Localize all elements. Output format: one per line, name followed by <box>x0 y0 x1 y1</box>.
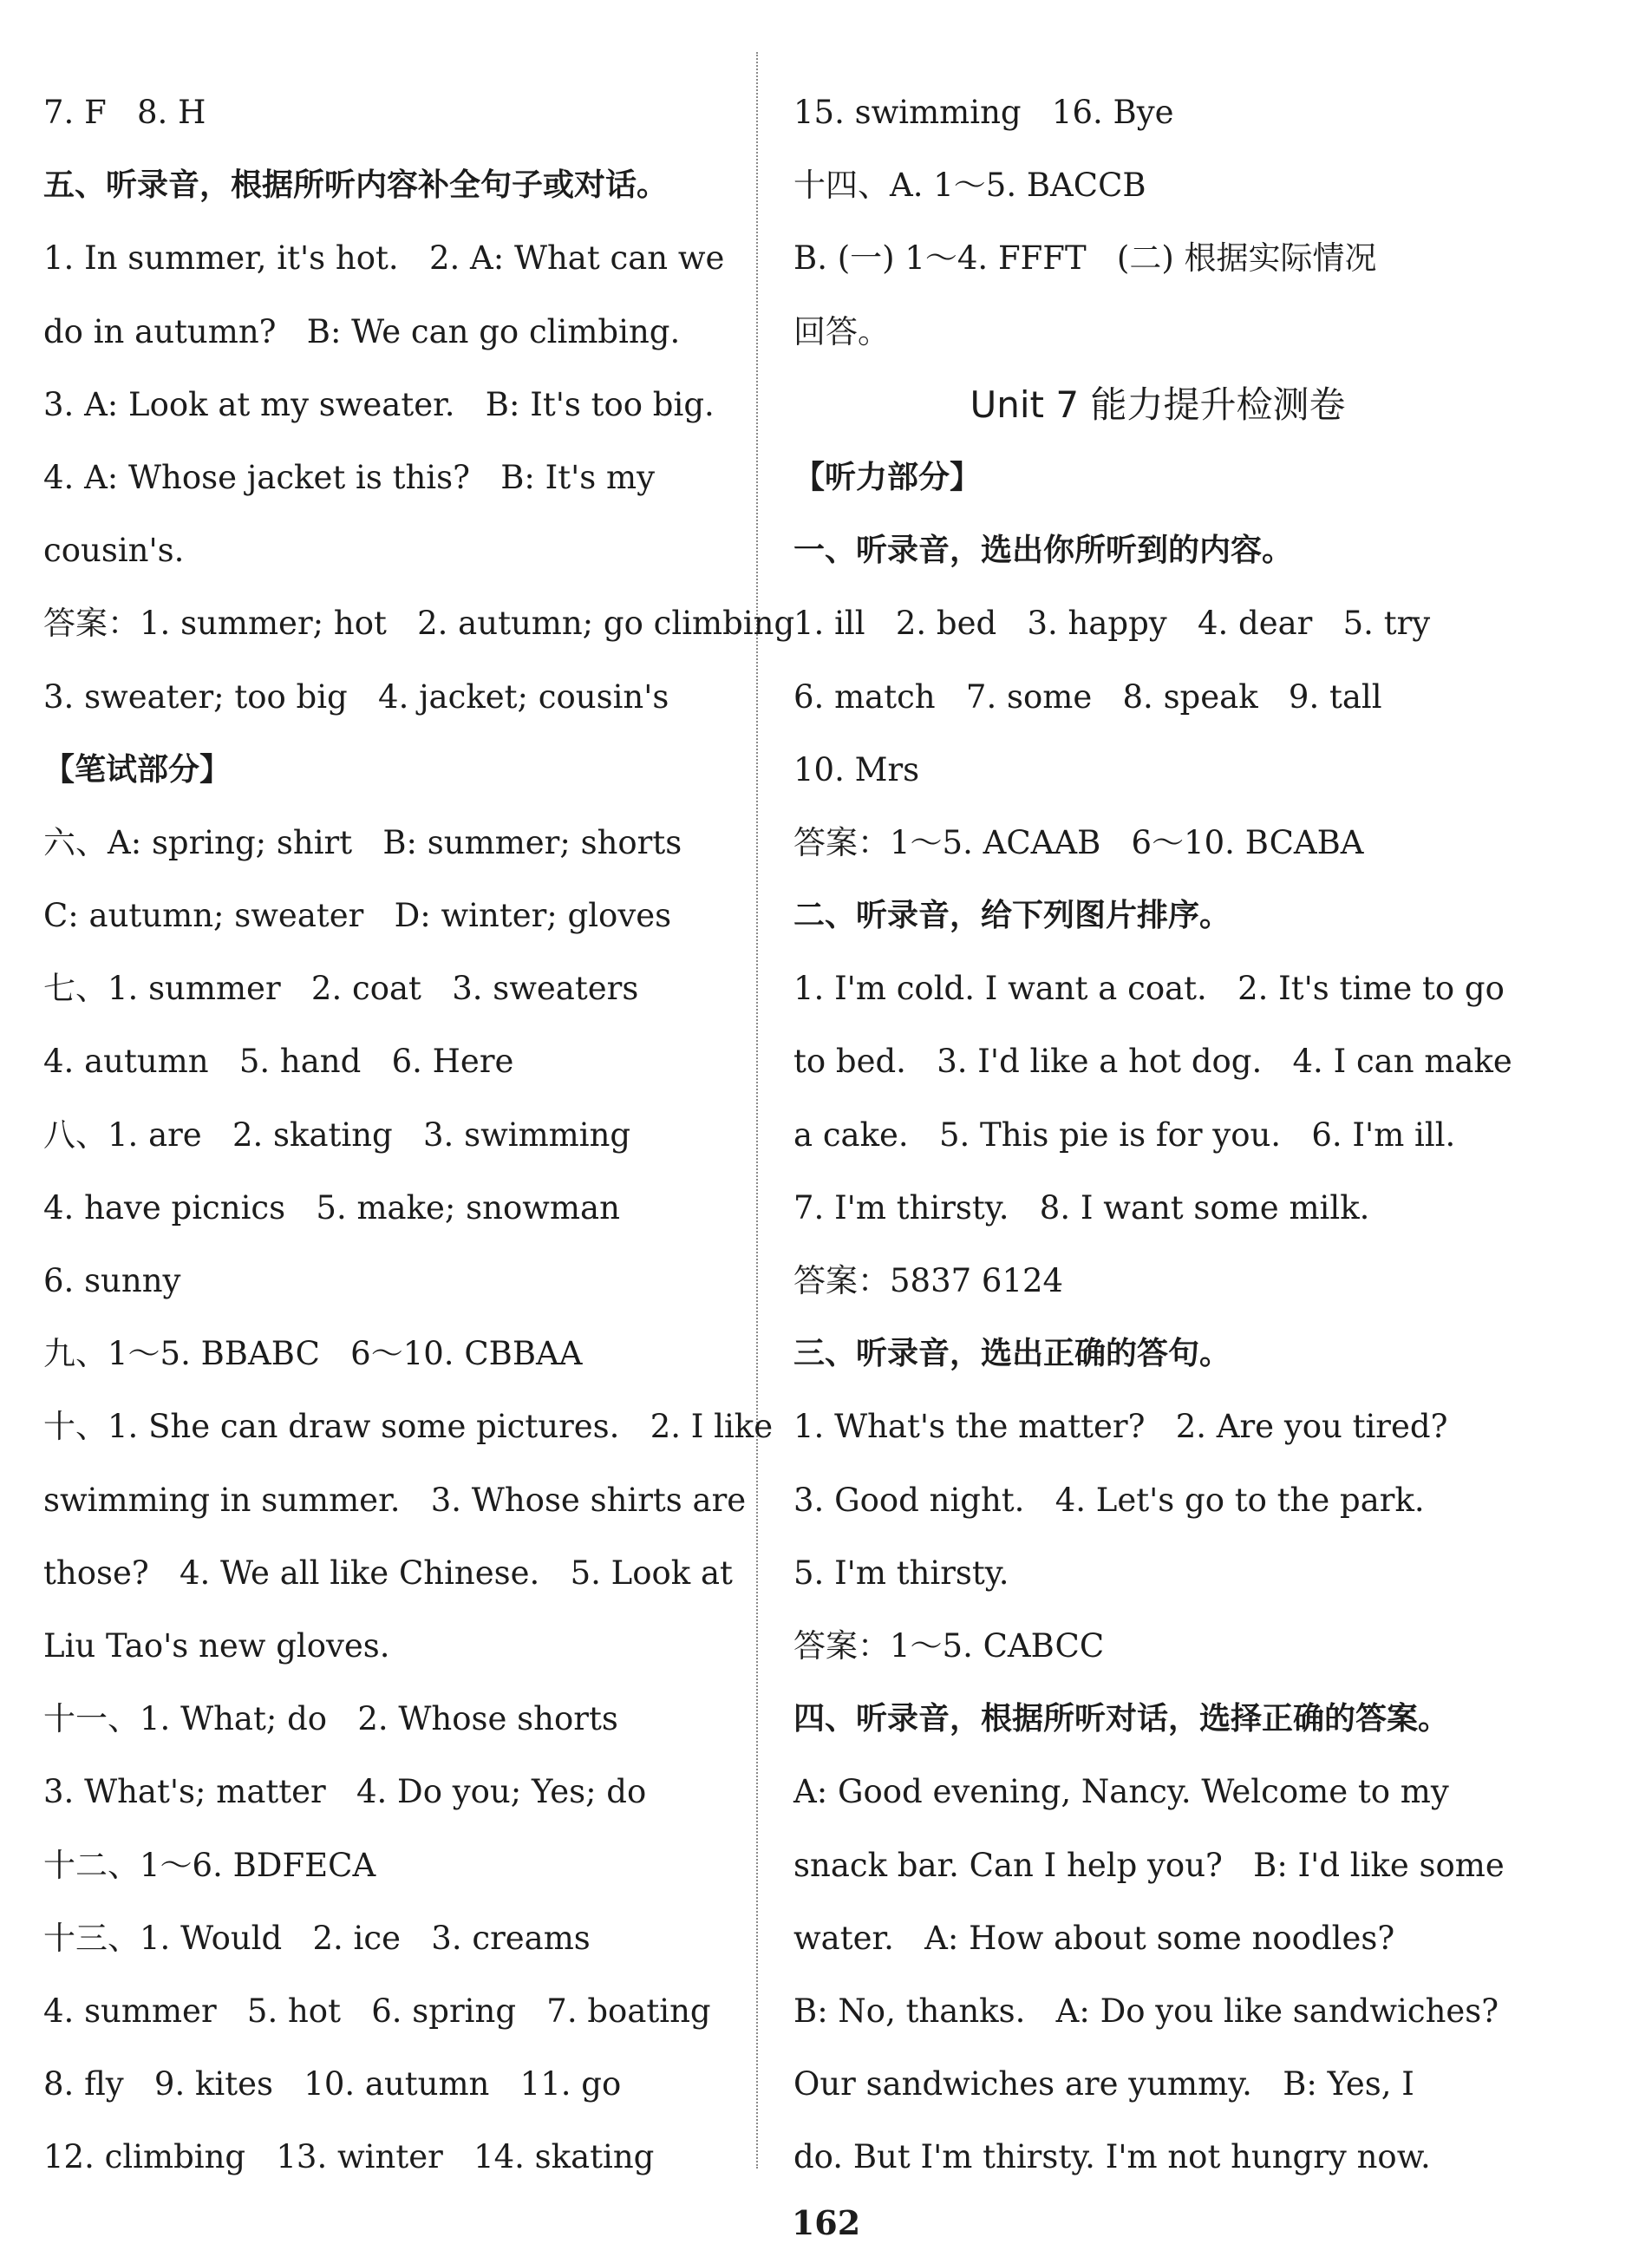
text-line: 4. have picnics 5. make; snowman <box>43 1188 620 1227</box>
text-line: 15. swimming 16. Bye <box>793 94 1174 131</box>
text-line: 6. match 7. some 8. speak 9. tall <box>793 677 1382 716</box>
text-line: B: No, thanks. A: Do you like sandwiches? <box>793 1992 1499 2030</box>
left-column <box>43 76 795 2194</box>
text-line: snack bar. Can I help you? B: I'd like some <box>793 1846 1505 1884</box>
text-line: 七、1. summer 2. coat 3. sweaters <box>43 970 639 1008</box>
text-line: 3. A: Look at my sweater. B: It's too big. <box>43 385 715 423</box>
column-divider <box>756 52 758 2169</box>
section-heading: 四、听录音，根据所听对话，选择正确的答案。 <box>793 1701 1450 1737</box>
text-line: 7. I'm thirsty. 8. I want some milk. <box>793 1188 1370 1227</box>
text-line: 1. What's the matter? 2. Are you tired? <box>793 1408 1448 1446</box>
text-line: 1. ill 2. bed 3. happy 4. dear 5. try <box>793 605 1431 643</box>
text-line: B. (一) 1～4. FFFT (二) 根据实际情况 <box>793 239 1377 278</box>
answer-line: 答案：1. summer; hot 2. autumn; go climbing <box>43 605 795 643</box>
text-line: do. But I'm thirsty. I'm not hungry now. <box>793 2138 1431 2176</box>
page-number: 162 <box>791 2203 861 2242</box>
text-line: 九、1～5. BBABC 6～10. CBBAA <box>43 1335 583 1373</box>
text-line: water. A: How about some noodles? <box>793 1919 1395 1957</box>
text-line: 3. Good night. 4. Let's go to the park. <box>793 1481 1425 1519</box>
text-line: 1. I'm cold. I want a coat. 2. It's time to go <box>793 970 1505 1008</box>
text-line: A: Good evening, Nancy. Welcome to my <box>793 1773 1449 1811</box>
text-line: 1. In summer, it's hot. 2. A: What can we <box>43 239 725 278</box>
text-line: 十四、A. 1～5. BACCB <box>793 167 1146 205</box>
text-line: cousin's. <box>43 532 185 570</box>
text-line: 十一、1. What; do 2. Whose shorts <box>43 1700 618 1738</box>
text-line: 10. Mrs <box>793 750 920 788</box>
answer-line: 答案：1～5. ACAAB 6～10. BCABA <box>793 823 1364 861</box>
text-line: 4. summer 5. hot 6. spring 7. boating <box>43 1992 711 2030</box>
text-line: 回答。 <box>793 312 890 350</box>
text-line: 5. I'm thirsty. <box>793 1554 1009 1592</box>
text-line: 6. sunny <box>43 1262 181 1299</box>
section-heading: 二、听录音，给下列图片排序。 <box>793 898 1231 934</box>
section-heading: 五、听录音，根据所听内容补全句子或对话。 <box>43 167 669 204</box>
section-heading: 【听力部分】 <box>793 459 982 495</box>
text-line: 3. sweater; too big 4. jacket; cousin's <box>43 677 669 716</box>
text-line: 7. F 8. H <box>43 94 206 131</box>
text-line: 十三、1. Would 2. ice 3. creams <box>43 1919 591 1957</box>
text-line: to bed. 3. I'd like a hot dog. 4. I can make <box>793 1043 1512 1081</box>
text-line: 十、1. She can draw some pictures. 2. I like <box>43 1408 774 1446</box>
unit-title: Unit 7 能力提升检测卷 <box>970 383 1346 426</box>
text-line: 4. autumn 5. hand 6. Here <box>43 1043 514 1081</box>
right-column <box>793 76 1512 2194</box>
answer-line: 答案：5837 6124 <box>793 1262 1064 1299</box>
section-heading: 【笔试部分】 <box>43 751 232 788</box>
text-line: 六、A: spring; shirt B: summer; shorts <box>43 823 682 861</box>
text-line: 12. climbing 13. winter 14. skating <box>43 2138 655 2176</box>
text-line: do in autumn? B: We can go climbing. <box>43 312 681 350</box>
text-line: a cake. 5. This pie is for you. 6. I'm ill. <box>793 1115 1456 1154</box>
text-line: Liu Tao's new gloves. <box>43 1626 390 1665</box>
text-line: C: autumn; sweater D: winter; gloves <box>43 897 672 935</box>
text-line: those? 4. We all like Chinese. 5. Look at <box>43 1554 733 1592</box>
text-line: swimming in summer. 3. Whose shirts are <box>43 1481 747 1519</box>
section-heading: 一、听录音，选出你所听到的内容。 <box>793 533 1294 569</box>
text-line: 3. What's; matter 4. Do you; Yes; do <box>43 1773 647 1811</box>
text-line: 8. fly 9. kites 10. autumn 11. go <box>43 2065 622 2103</box>
section-heading: 三、听录音，选出正确的答句。 <box>793 1336 1231 1372</box>
answer-line: 答案：1～5. CABCC <box>793 1626 1105 1665</box>
text-line: 4. A: Whose jacket is this? B: It's my <box>43 458 656 496</box>
text-line: 八、1. are 2. skating 3. swimming <box>43 1115 631 1154</box>
text-line: Our sandwiches are yummy. B: Yes, I <box>793 2065 1414 2103</box>
text-line: 十二、1～6. BDFECA <box>43 1846 376 1884</box>
